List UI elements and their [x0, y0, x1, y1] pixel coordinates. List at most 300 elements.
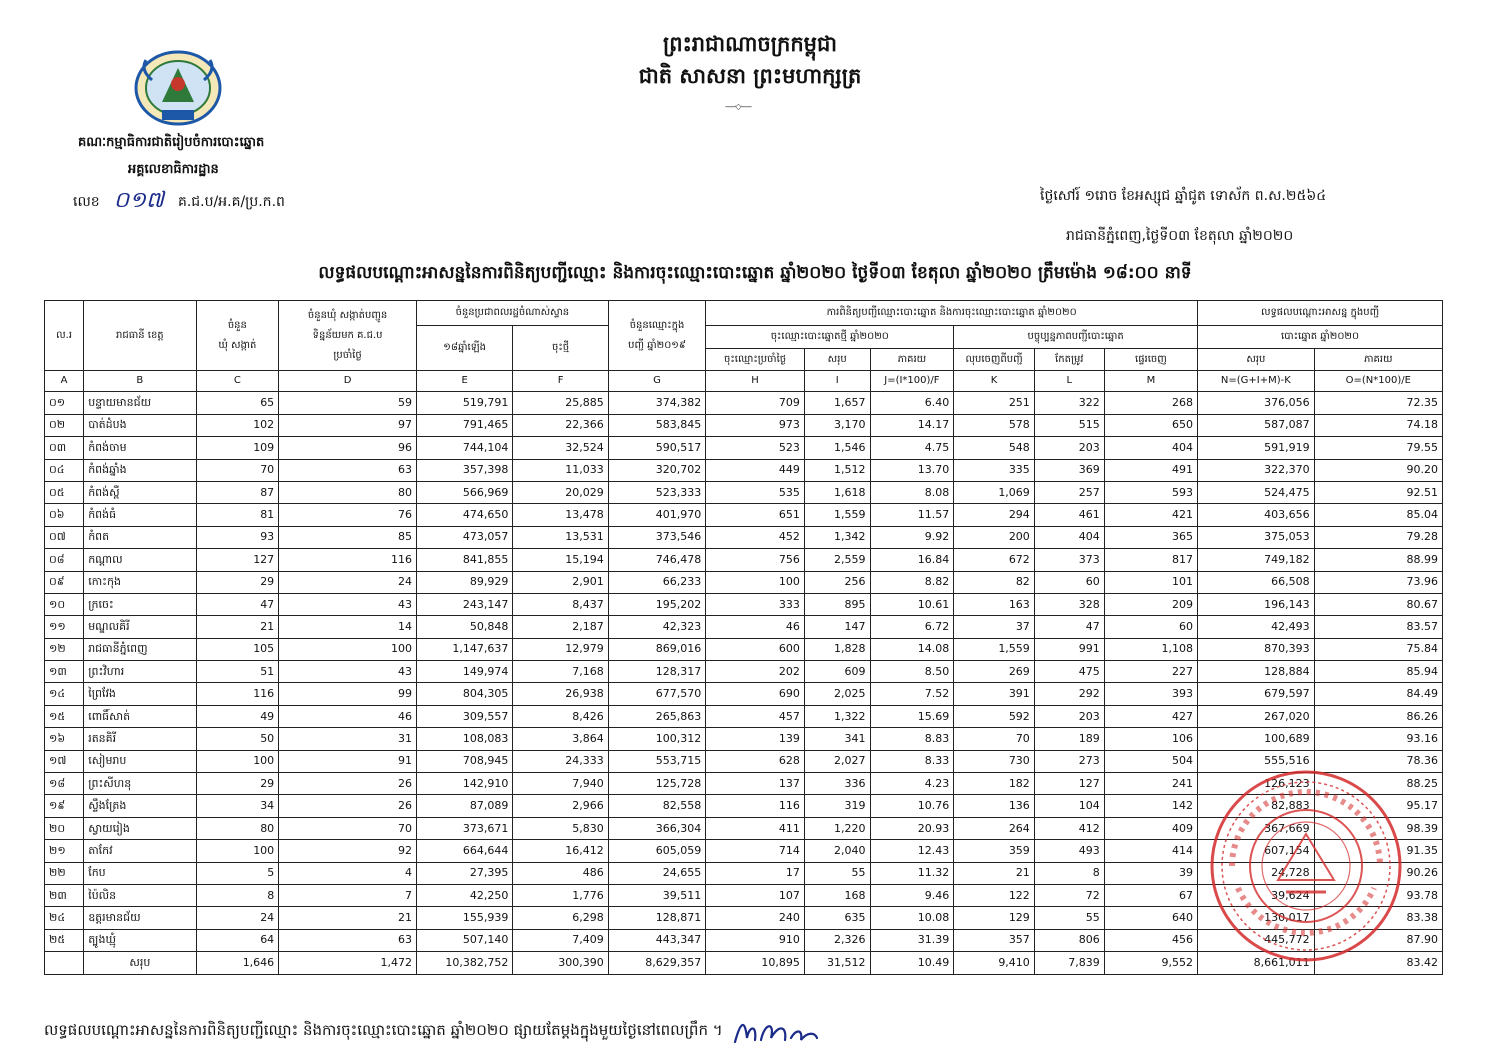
th-deleted: លុបចេញពីបញ្ជី: [954, 349, 1035, 371]
org-name: គណៈកម្មាធិការជាតិរៀបចំការបោះឆ្នោត: [78, 135, 265, 150]
table-cell: 9.92: [870, 526, 954, 548]
th-update: បច្ចុប្បន្នភាពបញ្ជីបោះឆ្នោត: [954, 326, 1198, 349]
table-cell: 11.57: [870, 504, 954, 526]
table-cell: 116: [706, 795, 805, 817]
table-cell: 16,412: [513, 840, 608, 862]
table-cell: 88.25: [1314, 773, 1442, 795]
table-cell: 493: [1034, 840, 1104, 862]
table-cell: 679,597: [1198, 683, 1315, 705]
ref-code: គ.ជ.ប/អ.គ/ប្រ.ក.ព: [177, 193, 285, 210]
table-row: [45, 593, 1443, 615]
reference-number: [73, 186, 285, 218]
table-cell: 129: [954, 907, 1035, 929]
total-cell: 10,895: [706, 952, 805, 975]
table-cell: 14.17: [870, 414, 954, 436]
table-cell: 4: [279, 862, 417, 884]
table-cell: 92: [279, 840, 417, 862]
total-cell: 8,629,357: [608, 952, 706, 975]
table-cell: 273: [1034, 750, 1104, 772]
table-cell: 101: [1104, 571, 1197, 593]
table-cell: 9.46: [870, 884, 954, 906]
table-cell: 2,559: [804, 549, 870, 571]
table-cell: 10.76: [870, 795, 954, 817]
column-letter: H: [706, 371, 805, 392]
table-cell: 209: [1104, 593, 1197, 615]
table-cell: 7,168: [513, 661, 608, 683]
table-cell: 292: [1034, 683, 1104, 705]
province-name: កំពត: [84, 526, 196, 548]
table-cell: 6.72: [870, 616, 954, 638]
table-row: [45, 414, 1443, 436]
table-cell: 474,650: [416, 504, 512, 526]
table-cell: 127: [196, 549, 279, 571]
province-name: ព្រៃវែង: [84, 683, 196, 705]
table-cell: 98.39: [1314, 817, 1442, 839]
table-cell: 39,624: [1198, 884, 1315, 906]
kingdom-name: ព្រះរាជាណាចក្រកម្ពុជា: [662, 31, 837, 56]
table-cell: 139: [706, 728, 805, 750]
table-cell: 635: [804, 907, 870, 929]
table-cell: 650: [1104, 414, 1197, 436]
document-title: លទ្ធផលបណ្ដោះអាសន្ននៃការពិនិត្យបញ្ជីឈ្មោះ និងការចុះឈ្មោះបោះឆ្នោត ឆ្នាំ២០២០ ថ្ងៃទី០៣ ខែតុលា ឆ្នាំ២០២០ ត្រឹមម៉ោង ១៨:០០ នាទី: [318, 263, 1192, 283]
table-cell: 47: [1034, 616, 1104, 638]
table-cell: 548: [954, 437, 1035, 459]
table-cell: 251: [954, 392, 1035, 414]
table-cell: 66,508: [1198, 571, 1315, 593]
total-cell: 300,390: [513, 952, 608, 975]
table-cell: 910: [706, 929, 805, 951]
table-cell: 128,871: [608, 907, 706, 929]
table-cell: 95.17: [1314, 795, 1442, 817]
table-cell: 869,016: [608, 638, 706, 660]
table-cell: 895: [804, 593, 870, 615]
table-cell: 593: [1104, 481, 1197, 503]
th-moved: ផ្ទេរចេញ: [1104, 349, 1197, 371]
province-name: កំពង់ស្ពឺ: [84, 481, 196, 503]
th-no: ល.រ: [45, 301, 84, 371]
table-cell: 29: [196, 773, 279, 795]
table-cell: 2,966: [513, 795, 608, 817]
table-cell: 29: [196, 571, 279, 593]
table-cell: 26: [279, 795, 417, 817]
table-cell: 414: [1104, 840, 1197, 862]
province-name: កោះកុង: [84, 571, 196, 593]
table-cell: 55: [804, 862, 870, 884]
row-number: ១៨: [45, 773, 84, 795]
table-cell: 7,409: [513, 929, 608, 951]
total-cell: 83.42: [1314, 952, 1442, 975]
table-cell: 294: [954, 504, 1035, 526]
table-cell: 203: [1034, 705, 1104, 727]
row-number: ១៦: [45, 728, 84, 750]
th-result: លទ្ធផលបណ្ដោះអាសន្ន ក្នុងបញ្ជី: [1198, 301, 1443, 326]
table-cell: 523: [706, 437, 805, 459]
table-cell: 34: [196, 795, 279, 817]
th-province: រាជធានី ខេត្ត: [84, 301, 196, 371]
table-cell: 2,901: [513, 571, 608, 593]
footer-note: [44, 1016, 821, 1048]
th-population: ចំនួនប្រជាពលរដ្ឋចំណាស់ស្ទាន: [416, 301, 608, 326]
national-motto: ជាតិ សាសនា ព្រះមហាក្សត្រ: [638, 63, 862, 88]
table-cell: 404: [1104, 437, 1197, 459]
table-cell: 100: [279, 638, 417, 660]
footer-text: លទ្ធផលបណ្ដោះអាសន្ននៃការពិនិត្យបញ្ជីឈ្មោះ និងការចុះឈ្មោះបោះឆ្នោត ឆ្នាំ២០២០ ផ្សាយតែម្ដងក្នុងមួយថ្ងៃនៅពេលព្រឹក ។: [44, 1021, 723, 1039]
province-name: កំពង់ឆ្នាំង: [84, 459, 196, 481]
table-cell: 11.32: [870, 862, 954, 884]
total-cell: 1,646: [196, 952, 279, 975]
table-cell: 10.08: [870, 907, 954, 929]
province-name: ស្វាយរៀង: [84, 817, 196, 839]
table-cell: 5,830: [513, 817, 608, 839]
th-pop-new: ចុះថ្មី: [513, 326, 608, 371]
table-cell: 80: [279, 481, 417, 503]
table-cell: 806: [1034, 929, 1104, 951]
row-number: ១២: [45, 638, 84, 660]
table-cell: 96: [279, 437, 417, 459]
province-name: រតនគិរី: [84, 728, 196, 750]
column-letter: L: [1034, 371, 1104, 392]
table-cell: 473,057: [416, 526, 512, 548]
table-cell: 100: [706, 571, 805, 593]
row-number: ១០: [45, 593, 84, 615]
table-cell: 26: [279, 773, 417, 795]
table-cell: 376,056: [1198, 392, 1315, 414]
table-cell: 128,317: [608, 661, 706, 683]
table-cell: 149,974: [416, 661, 512, 683]
table-cell: 87: [196, 481, 279, 503]
column-letter: N=(G+I+M)-K: [1198, 371, 1315, 392]
table-cell: 605,059: [608, 840, 706, 862]
table-cell: 374,382: [608, 392, 706, 414]
table-cell: 136: [954, 795, 1035, 817]
table-cell: 87,089: [416, 795, 512, 817]
table-cell: 7,940: [513, 773, 608, 795]
table-cell: 583,845: [608, 414, 706, 436]
table-cell: 791,465: [416, 414, 512, 436]
province-name: កំពង់ធំ: [84, 504, 196, 526]
column-letter: K: [954, 371, 1035, 392]
table-cell: 67: [1104, 884, 1197, 906]
th-submitted-l1: ចំនួនឃុំ សង្កាត់បញ្ជូន: [307, 309, 388, 321]
total-cell: 7,839: [1034, 952, 1104, 975]
table-cell: 63: [279, 459, 417, 481]
table-cell: 373,671: [416, 817, 512, 839]
ref-label: លេខ: [73, 193, 100, 210]
table-cell: 578: [954, 414, 1035, 436]
table-cell: 319: [804, 795, 870, 817]
table-cell: 32,524: [513, 437, 608, 459]
table-cell: 195,202: [608, 593, 706, 615]
row-number: ១៧: [45, 750, 84, 772]
table-cell: 1,108: [1104, 638, 1197, 660]
table-cell: 84.49: [1314, 683, 1442, 705]
table-cell: 66,233: [608, 571, 706, 593]
table-cell: 461: [1034, 504, 1104, 526]
row-number: ០៤: [45, 459, 84, 481]
th-communes-l2: ឃុំ សង្កាត់: [218, 339, 257, 351]
table-cell: 21: [196, 616, 279, 638]
th-daily: ចុះឈ្មោះប្រចាំថ្ងៃ: [706, 349, 805, 371]
table-cell: 73.96: [1314, 571, 1442, 593]
table-cell: 42,493: [1198, 616, 1315, 638]
table-cell: 393: [1104, 683, 1197, 705]
table-row: [45, 661, 1443, 683]
table-cell: 8.82: [870, 571, 954, 593]
table-cell: 1,342: [804, 526, 870, 548]
table-cell: 155,939: [416, 907, 512, 929]
row-number: ០៣: [45, 437, 84, 459]
table-cell: 366,304: [608, 817, 706, 839]
table-cell: 708,945: [416, 750, 512, 772]
table-cell: 391: [954, 683, 1035, 705]
letterhead-divider: -----ᐧ◇ᐧ-----: [724, 102, 752, 111]
total-cell: 10.49: [870, 952, 954, 975]
table-cell: 49: [196, 705, 279, 727]
table-cell: 142,910: [416, 773, 512, 795]
table-cell: 322: [1034, 392, 1104, 414]
official-seal: [1208, 768, 1404, 964]
table-cell: 27,395: [416, 862, 512, 884]
table-cell: 519,791: [416, 392, 512, 414]
table-cell: 1,657: [804, 392, 870, 414]
table-cell: 104: [1034, 795, 1104, 817]
table-cell: 92.51: [1314, 481, 1442, 503]
row-number: ១៥: [45, 705, 84, 727]
table-cell: 240: [706, 907, 805, 929]
th-new-registration: ចុះឈ្មោះបោះឆ្នោតថ្មី ឆ្នាំ២០២០: [706, 326, 954, 349]
table-cell: 7: [279, 884, 417, 906]
table-cell: 1,618: [804, 481, 870, 503]
table-cell: 523,333: [608, 481, 706, 503]
table-cell: 375,053: [1198, 526, 1315, 548]
table-cell: 1,220: [804, 817, 870, 839]
table-cell: 475: [1034, 661, 1104, 683]
table-cell: 592: [954, 705, 1035, 727]
province-name: មណ្ឌលគិរី: [84, 616, 196, 638]
total-cell: 9,410: [954, 952, 1035, 975]
table-cell: 427: [1104, 705, 1197, 727]
table-cell: 125,728: [608, 773, 706, 795]
table-cell: 21: [279, 907, 417, 929]
th-reg-l2: បញ្ជី ឆ្នាំ២០១៩: [628, 339, 686, 351]
table-cell: 373,546: [608, 526, 706, 548]
table-cell: 1,512: [804, 459, 870, 481]
table-cell: 607,154: [1198, 840, 1315, 862]
table-cell: 587,087: [1198, 414, 1315, 436]
row-number: ២៣: [45, 884, 84, 906]
table-cell: 265,863: [608, 705, 706, 727]
table-row: [45, 481, 1443, 503]
table-cell: 60: [1104, 616, 1197, 638]
th-submitted: [279, 301, 417, 371]
table-cell: 13,478: [513, 504, 608, 526]
table-cell: 90.26: [1314, 862, 1442, 884]
table-cell: 403,656: [1198, 504, 1315, 526]
table-cell: 12.43: [870, 840, 954, 862]
th-submitted-l2: ទិន្នន័យមក គ.ជ.ប: [312, 329, 383, 341]
table-cell: 72: [1034, 884, 1104, 906]
table-cell: 70: [196, 459, 279, 481]
table-cell: 504: [1104, 750, 1197, 772]
table-cell: 640: [1104, 907, 1197, 929]
table-cell: 39,511: [608, 884, 706, 906]
row-number: ២២: [45, 862, 84, 884]
table-cell: 535: [706, 481, 805, 503]
th-review: ការពិនិត្យបញ្ជីឈ្មោះបោះឆ្នោត និងការចុះឈ្មោះបោះឆ្នោត ឆ្នាំ២០២០: [706, 301, 1198, 326]
table-cell: 746,478: [608, 549, 706, 571]
province-name: បន្ទាយមានជ័យ: [84, 392, 196, 414]
table-cell: 3,170: [804, 414, 870, 436]
table-cell: 449: [706, 459, 805, 481]
table-cell: 39: [1104, 862, 1197, 884]
place-date: រាជធានីភ្នំពេញ,ថ្ងៃទី០៣ ខែតុលា ឆ្នាំ២០២០: [1066, 228, 1294, 244]
table-cell: 677,570: [608, 683, 706, 705]
table-cell: 50,848: [416, 616, 512, 638]
table-cell: 13.70: [870, 459, 954, 481]
table-cell: 5: [196, 862, 279, 884]
table-cell: 369: [1034, 459, 1104, 481]
table-cell: 82: [954, 571, 1035, 593]
table-cell: 365: [1104, 526, 1197, 548]
table-cell: 91.35: [1314, 840, 1442, 862]
table-cell: 163: [954, 593, 1035, 615]
th-percent: ភាគរយ: [870, 349, 954, 371]
table-cell: 72.35: [1314, 392, 1442, 414]
table-cell: 203: [1034, 437, 1104, 459]
table-cell: 628: [706, 750, 805, 772]
table-cell: 8: [196, 884, 279, 906]
table-cell: 81: [196, 504, 279, 526]
table-cell: 99: [279, 683, 417, 705]
table-cell: 257: [1034, 481, 1104, 503]
table-cell: 100,689: [1198, 728, 1315, 750]
table-cell: 486: [513, 862, 608, 884]
table-row: [45, 459, 1443, 481]
table-cell: 90.20: [1314, 459, 1442, 481]
column-letter: I: [804, 371, 870, 392]
province-name: ប៉ៃលិន: [84, 884, 196, 906]
table-cell: 268: [1104, 392, 1197, 414]
table-cell: 609: [804, 661, 870, 683]
column-letter: A: [45, 371, 84, 392]
table-cell: 75.84: [1314, 638, 1442, 660]
table-cell: 106: [1104, 728, 1197, 750]
table-cell: 401,970: [608, 504, 706, 526]
table-cell: 15.69: [870, 705, 954, 727]
table-cell: 491: [1104, 459, 1197, 481]
table-cell: 122: [954, 884, 1035, 906]
table-cell: 651: [706, 504, 805, 526]
table-cell: 105: [196, 638, 279, 660]
table-cell: 42,323: [608, 616, 706, 638]
province-name: ឧត្ដរមានជ័យ: [84, 907, 196, 929]
table-cell: 70: [279, 817, 417, 839]
table-cell: 515: [1034, 414, 1104, 436]
table-cell: 196,143: [1198, 593, 1315, 615]
table-cell: 100,312: [608, 728, 706, 750]
table-cell: 1,559: [954, 638, 1035, 660]
table-cell: 128,884: [1198, 661, 1315, 683]
th-submitted-l3: ប្រចាំថ្ងៃ: [333, 349, 362, 361]
table-cell: 1,828: [804, 638, 870, 660]
total-spacer: [45, 952, 84, 975]
nec-emblem: [132, 50, 224, 132]
table-cell: 116: [279, 549, 417, 571]
table-cell: 126,123: [1198, 773, 1315, 795]
table-cell: 42,250: [416, 884, 512, 906]
table-cell: 1,546: [804, 437, 870, 459]
table-cell: 85.04: [1314, 504, 1442, 526]
total-cell: 9,552: [1104, 952, 1197, 975]
table-cell: 43: [279, 593, 417, 615]
table-cell: 357,398: [416, 459, 512, 481]
table-cell: 553,715: [608, 750, 706, 772]
table-cell: 102: [196, 414, 279, 436]
table-cell: 80.67: [1314, 593, 1442, 615]
total-cell: 31,512: [804, 952, 870, 975]
table-cell: 870,393: [1198, 638, 1315, 660]
table-cell: 404: [1034, 526, 1104, 548]
table-cell: 37: [954, 616, 1035, 638]
table-cell: 25,885: [513, 392, 608, 414]
table-row: [45, 504, 1443, 526]
table-cell: 86.26: [1314, 705, 1442, 727]
th-res-total: សរុប: [1198, 349, 1315, 371]
table-cell: 137: [706, 773, 805, 795]
table-cell: 2,025: [804, 683, 870, 705]
table-cell: 26,938: [513, 683, 608, 705]
table-cell: 83.57: [1314, 616, 1442, 638]
table-cell: 6,298: [513, 907, 608, 929]
table-cell: 17: [706, 862, 805, 884]
table-cell: 80: [196, 817, 279, 839]
th-res-percent: ភាគរយ: [1314, 349, 1442, 371]
table-cell: 78.36: [1314, 750, 1442, 772]
table-cell: 46: [279, 705, 417, 727]
table-cell: 130,017: [1198, 907, 1315, 929]
table-cell: 357: [954, 929, 1035, 951]
table-cell: 83.38: [1314, 907, 1442, 929]
th-corrected: កែតម្រូវ: [1034, 349, 1104, 371]
province-name: បាត់ដំបង: [84, 414, 196, 436]
table-cell: 333: [706, 593, 805, 615]
province-name: កណ្ដាល: [84, 549, 196, 571]
table-cell: 524,475: [1198, 481, 1315, 503]
table-row: [45, 638, 1443, 660]
table-cell: 100: [196, 840, 279, 862]
table-cell: 2,040: [804, 840, 870, 862]
province-name: តាកែវ: [84, 840, 196, 862]
table-cell: 421: [1104, 504, 1197, 526]
table-cell: 127: [1034, 773, 1104, 795]
table-cell: 22,366: [513, 414, 608, 436]
table-cell: 3,864: [513, 728, 608, 750]
table-cell: 1,322: [804, 705, 870, 727]
signature: [731, 1016, 821, 1048]
table-cell: 367,669: [1198, 817, 1315, 839]
table-cell: 10.61: [870, 593, 954, 615]
table-cell: 24: [279, 571, 417, 593]
table-cell: 8,426: [513, 705, 608, 727]
table-cell: 6.40: [870, 392, 954, 414]
total-cell: 8,661,011: [1198, 952, 1315, 975]
table-row: [45, 705, 1443, 727]
table-cell: 107: [706, 884, 805, 906]
column-letter: J=(I*100)/F: [870, 371, 954, 392]
table-cell: 20.93: [870, 817, 954, 839]
table-cell: 2,187: [513, 616, 608, 638]
table-cell: 744,104: [416, 437, 512, 459]
